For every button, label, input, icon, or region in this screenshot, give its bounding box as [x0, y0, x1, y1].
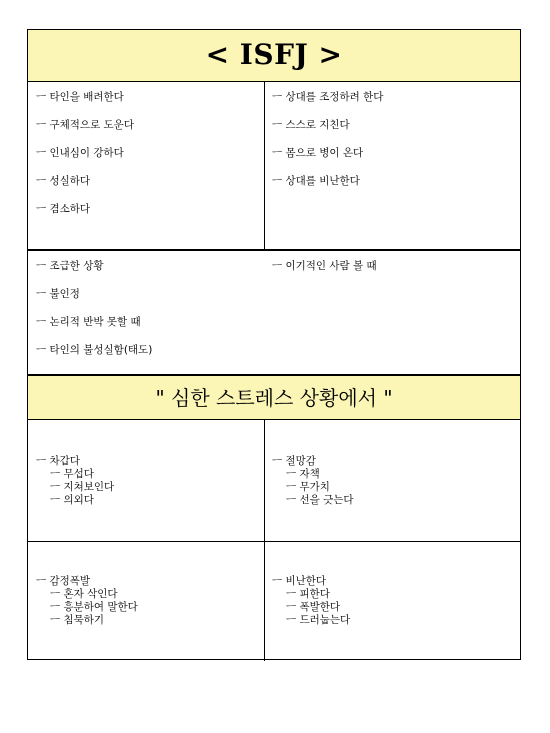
list-item: ㅡ 불인정: [36, 288, 80, 300]
sub-item: ㅡ 의외다: [50, 494, 94, 506]
stress-heading: " 심한 스트레스 상황에서 ": [155, 386, 393, 410]
section1-divider: [264, 82, 265, 249]
stress-band: [28, 374, 520, 420]
list-item: ㅡ 구체적으로 도운다: [36, 119, 134, 131]
list-item: [36, 455, 114, 507]
sub-item: ㅡ 무가치: [286, 481, 330, 493]
list-item: ㅡ 겸소하다: [36, 203, 91, 215]
list-item: ㅡ 상대를 비난한다: [272, 175, 360, 187]
reaction-cold-block: [36, 455, 114, 507]
block-head: ㅡ 차갑다: [36, 455, 80, 467]
section3-middle-rule: [28, 541, 520, 542]
list-item: ㅡ 이기적인 사람 볼 때: [272, 260, 377, 272]
list-item: [272, 455, 354, 507]
sub-item: ㅡ 피한다: [286, 588, 330, 600]
sub-item: ㅡ 혼자 삭인다: [50, 588, 118, 600]
list-item: [36, 575, 138, 627]
sub-item: ㅡ 흥분하여 말한다: [50, 601, 138, 613]
page-title: < ISFJ >: [205, 38, 343, 71]
sub-item: ㅡ 자책: [286, 468, 320, 480]
stress-triggers-list-right: [272, 259, 377, 287]
sub-item: ㅡ 침묵하기: [50, 614, 105, 626]
list-item: ㅡ 조급한 상황: [36, 260, 104, 272]
list-item: [272, 575, 350, 627]
sub-list: [50, 468, 114, 507]
strengths-list: [36, 90, 134, 230]
list-item: ㅡ 스스로 지친다: [272, 119, 350, 131]
stress-triggers-list: [36, 259, 152, 371]
block-head: ㅡ 절망감: [272, 455, 316, 467]
sub-list: [50, 588, 138, 627]
list-item: ㅡ 타인의 불성실함(태도): [36, 344, 153, 356]
sub-list: [286, 588, 350, 627]
list-item: ㅡ 상대를 조정하려 한다: [272, 91, 384, 103]
reaction-despair-block: [272, 455, 354, 507]
overextension-list: [272, 90, 383, 202]
isfj-sheet: [27, 29, 521, 660]
list-item: ㅡ 타인을 배려한다: [36, 91, 124, 103]
list-item: ㅡ 몸으로 병이 온다: [272, 147, 364, 159]
list-item: ㅡ 논리적 반박 못할 때: [36, 316, 141, 328]
sub-list: [286, 468, 354, 507]
list-item: ㅡ 성실하다: [36, 175, 91, 187]
reaction-blame-block: [272, 575, 350, 627]
sub-item: ㅡ 지쳐보인다: [50, 481, 115, 493]
block-head: ㅡ 감정폭발: [36, 575, 91, 587]
section1-bottom-rule: [28, 249, 520, 251]
list-item: ㅡ 인내심이 강하다: [36, 147, 124, 159]
sub-item: ㅡ 폭발한다: [286, 601, 341, 613]
reaction-outburst-block: [36, 575, 138, 627]
title-band: [28, 30, 520, 82]
sub-item: ㅡ 드러눕는다: [286, 614, 351, 626]
sub-item: ㅡ 선을 긋는다: [286, 494, 354, 506]
block-head: ㅡ 비난한다: [272, 575, 327, 587]
sub-item: ㅡ 무섭다: [50, 468, 94, 480]
